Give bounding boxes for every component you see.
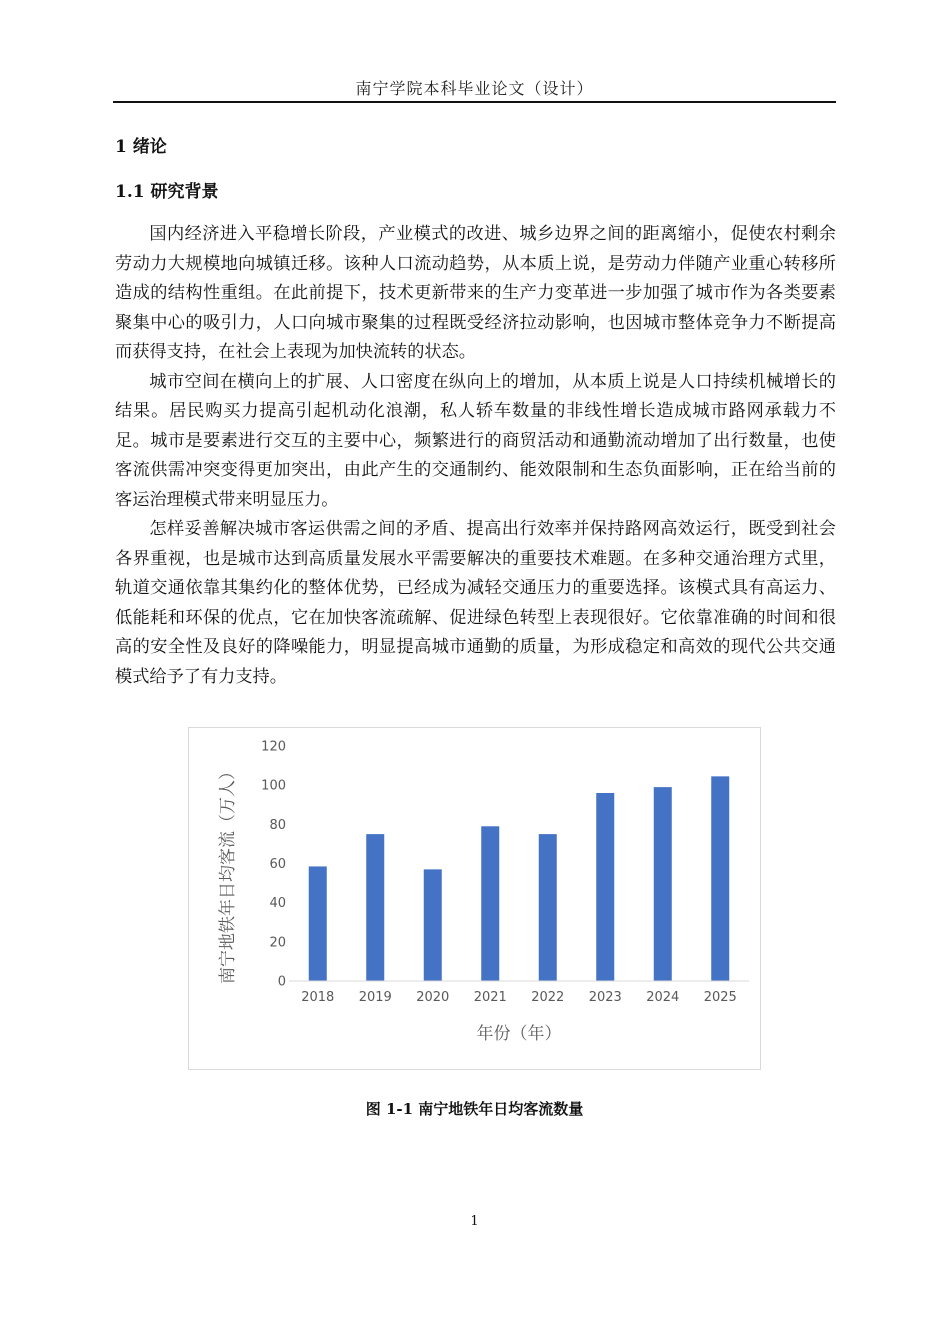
bar-2020 <box>424 869 442 981</box>
x-tick-label: 2021 <box>473 990 507 1005</box>
bar-2025 <box>711 776 729 981</box>
bar-2018 <box>309 866 327 981</box>
x-axis-title: 年份（年） <box>476 1024 562 1044</box>
subsection-heading: 1.1 研究背景 <box>115 182 219 202</box>
y-axis-ticks <box>261 740 286 990</box>
y-tick-label: 20 <box>269 935 286 951</box>
bar-2021 <box>481 826 499 981</box>
x-tick-label: 2022 <box>531 990 565 1005</box>
section-heading: 1 绪论 <box>115 137 167 157</box>
y-tick-label: 0 <box>277 974 286 990</box>
bar-series <box>309 776 730 981</box>
x-axis-ticks <box>301 990 737 1005</box>
paragraph-1: 国内经济进入平稳增长阶段，产业模式的改进、城乡边界之间的距离缩小，促使农村剩余劳动力大规模地向城镇迁移。该种人口流动趋势，从本质上说，是劳动力伴随产业重心转移所造成的结构性重组。在此前提下，技术更新带来的生产力变革进一步加强了城市作为各类要素聚集中心的吸引力，人口向城市聚集的过程既受经济拉动影响，也因城市整体竞争力不断提高而获得支持，在社会上表现为加快流转的状态。 <box>115 224 836 362</box>
bar-2023 <box>596 793 614 981</box>
figure-caption: 图 1-1 南宁地铁年日均客流数量 <box>365 1100 584 1118</box>
y-axis-title: 南宁地铁年日均客流（万人） <box>218 763 238 984</box>
page-header-title: 南宁学院本科毕业论文（设计） <box>355 79 594 98</box>
x-tick-label: 2024 <box>646 990 680 1005</box>
y-tick-label: 80 <box>269 817 286 833</box>
x-tick-label: 2018 <box>301 990 335 1005</box>
paragraph-3: 怎样妥善解决城市客运供需之间的矛盾、提高出行效率并保持路网高效运行，既受到社会各界重视，也是城市达到高质量发展水平需要解决的重要技术难题。在多种交通治理方式里，轨道交通依靠其集约化的整体优势，已经成为减轻交通压力的重要选择。该模式具有高运力、低能耗和环保的优点，它在加快客流疏解、促进绿色转型上表现很好。它依靠准确的时间和很高的安全性及良好的降噪能力，明显提高城市通勤的质量，为形成稳定和高效的现代公共交通模式给予了有力支持。 <box>115 519 836 687</box>
x-tick-label: 2020 <box>416 990 450 1005</box>
x-tick-label: 2019 <box>358 990 392 1005</box>
y-tick-label: 40 <box>269 896 286 912</box>
header-rule <box>113 101 836 103</box>
body-text <box>115 220 836 692</box>
y-tick-label: 100 <box>261 778 286 794</box>
chart-frame <box>188 727 761 1070</box>
bar-2024 <box>654 787 672 981</box>
x-tick-label: 2025 <box>703 990 737 1005</box>
x-tick-label: 2023 <box>588 990 622 1005</box>
bar-chart <box>189 728 762 1071</box>
y-tick-label: 60 <box>269 857 286 872</box>
paragraph-2: 城市空间在横向上的扩展、人口密度在纵向上的增加，从本质上说是人口持续机械增长的结果。居民购买力提高引起机动化浪潮，私人轿车数量的非线性增长造成城市路网承载力不足。城市是要素进行交互的主要中心，频繁进行的商贸活动和通勤流动增加了出行数量，也使客流供需冲突变得更加突出，由此产生的交通制约、能效限制和生态负面影响，正在给当前的客运治理模式带来明显压力。 <box>115 371 836 510</box>
bar-2022 <box>539 834 557 981</box>
y-tick-label: 120 <box>261 739 286 755</box>
bar-2019 <box>366 834 384 981</box>
page-number: 1 <box>470 1214 479 1229</box>
